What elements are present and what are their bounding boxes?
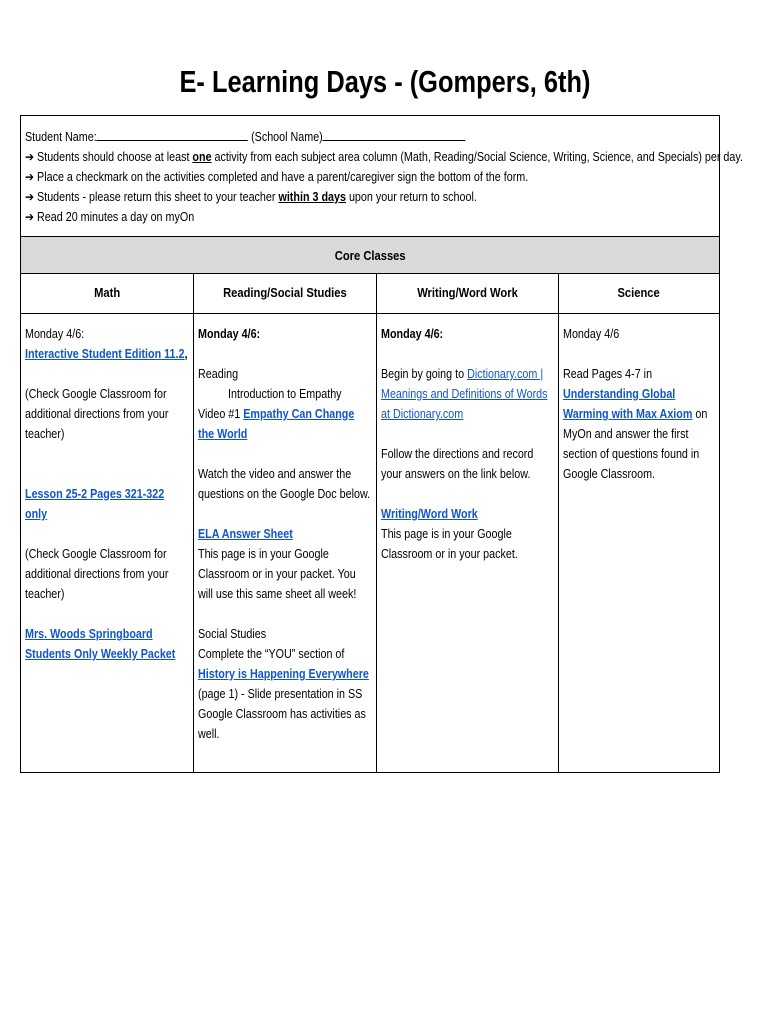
writing-note: This page is in your Google Classroom or in your packet. <box>381 527 518 561</box>
follow-directions-text: Follow the directions and record your answers on the link below. <box>381 447 534 481</box>
dictionary-link[interactable]: Dictionary.com | Meanings and Definitions of Words at Dictionary.com <box>381 367 548 421</box>
empathy-video-link[interactable]: Empathy Can Change the World <box>198 407 355 441</box>
empathy-intro-title: Introduction to Empathy <box>228 387 342 401</box>
arrow-icon: ➔ <box>25 170 35 184</box>
lesson-25-2-link[interactable]: Lesson 25-2 Pages 321-322 only <box>25 487 165 521</box>
springboard-packet-link[interactable]: Mrs. Woods Springboard Students Only Weekly Packet <box>25 627 176 661</box>
writing-day: Monday 4/6: <box>381 327 444 341</box>
math-cell: Monday 4/6: Interactive Student Edition 11.2, (Check Google Classroom for additional directions from your teacher) Lesson 25-2 Pages 321-322 only (Check Google Classroom for additional directions from your teacher) Mrs. Woods Springboard Students Only Weekly Packet <box>21 314 194 772</box>
watch-instructions: Watch the video and answer the questions on the Google Doc below. <box>198 467 371 501</box>
global-warming-book-link[interactable]: Understanding Global Warming with Max Axiom <box>563 387 693 421</box>
school-name-label: (School Name) <box>251 130 323 144</box>
subject-headers <box>21 274 719 314</box>
math-header: Math <box>21 274 194 313</box>
interactive-student-edition-link[interactable]: Interactive Student Edition 11.2 <box>25 347 185 361</box>
math-day: Monday 4/6: <box>25 327 85 341</box>
reading-cell: Monday 4/6: Reading Introduction to Empathy Video #1 Empathy Can Change the World Watch the video and answer the questions on the Google Doc below. ELA Answer Sheet This page is in your Google Classroom or in your packet. You will use this same sheet all week! Social Studies Complete the “YOU” section of History is Happening Everywhere (page 1) - Slide presentation in SS Google Classroom has activities as well. <box>194 314 377 772</box>
student-name-field[interactable] <box>97 128 248 141</box>
reading-label: Reading <box>198 367 239 381</box>
activity-columns <box>21 314 719 772</box>
writing-word-work-link[interactable]: Writing/Word Work <box>381 507 478 521</box>
math-check-note: (Check Google Classroom for additional directions from your teacher) <box>25 547 169 601</box>
student-name-label: Student Name: <box>25 130 97 144</box>
school-name-field[interactable] <box>323 128 466 141</box>
arrow-icon: ➔ <box>25 210 35 224</box>
instruction-item: ➔ Students should choose at least one activity from each subject area column (Math, Reading/Social Science, Writing, Science, and Specials) per day. <box>25 147 618 167</box>
social-studies-label: Social Studies <box>198 627 267 641</box>
science-cell: Monday 4/6 Read Pages 4-7 in Understanding Global Warming with Max Axiom on MyOn and answer the first section of questions found in Google Classroom. <box>559 314 719 772</box>
instructions-section <box>21 116 743 236</box>
arrow-icon: ➔ <box>25 150 35 164</box>
reading-header: Reading/Social Studies <box>194 274 377 313</box>
reading-day: Monday 4/6: <box>198 327 261 341</box>
writing-cell: Monday 4/6: Begin by going to Dictionary.com | Meanings and Definitions of Words at Dictionary.com Follow the directions and record your answers on the link below. Writing/Word Work This page is in your Google Classroom or in your packet. <box>377 314 559 772</box>
ela-sheet-note: This page is in your Google Classroom or in your packet. You will use this same sheet all week! <box>198 547 357 601</box>
arrow-icon: ➔ <box>25 190 35 204</box>
writing-header: Writing/Word Work <box>377 274 559 313</box>
instruction-item: ➔ Read 20 minutes a day on myOn <box>25 207 618 227</box>
student-info-line <box>25 127 618 147</box>
instruction-item: ➔ Place a checkmark on the activities completed and have a parent/caregiver sign the bottom of the form. <box>25 167 618 187</box>
activity-table <box>20 115 743 773</box>
history-happening-link[interactable]: History is Happening Everywhere <box>198 667 369 681</box>
ela-answer-sheet-link[interactable]: ELA Answer Sheet <box>198 527 293 541</box>
science-day: Monday 4/6 <box>563 327 620 341</box>
math-check-note: (Check Google Classroom for additional directions from your teacher) <box>25 387 169 441</box>
science-header: Science <box>617 285 661 300</box>
page-title: E- Learning Days - (Gompers, 6th) <box>179 64 591 99</box>
instruction-item: ➔ Students - please return this sheet to your teacher within 3 days upon your return to school. <box>25 187 618 207</box>
core-classes-header: Core Classes <box>21 236 719 274</box>
